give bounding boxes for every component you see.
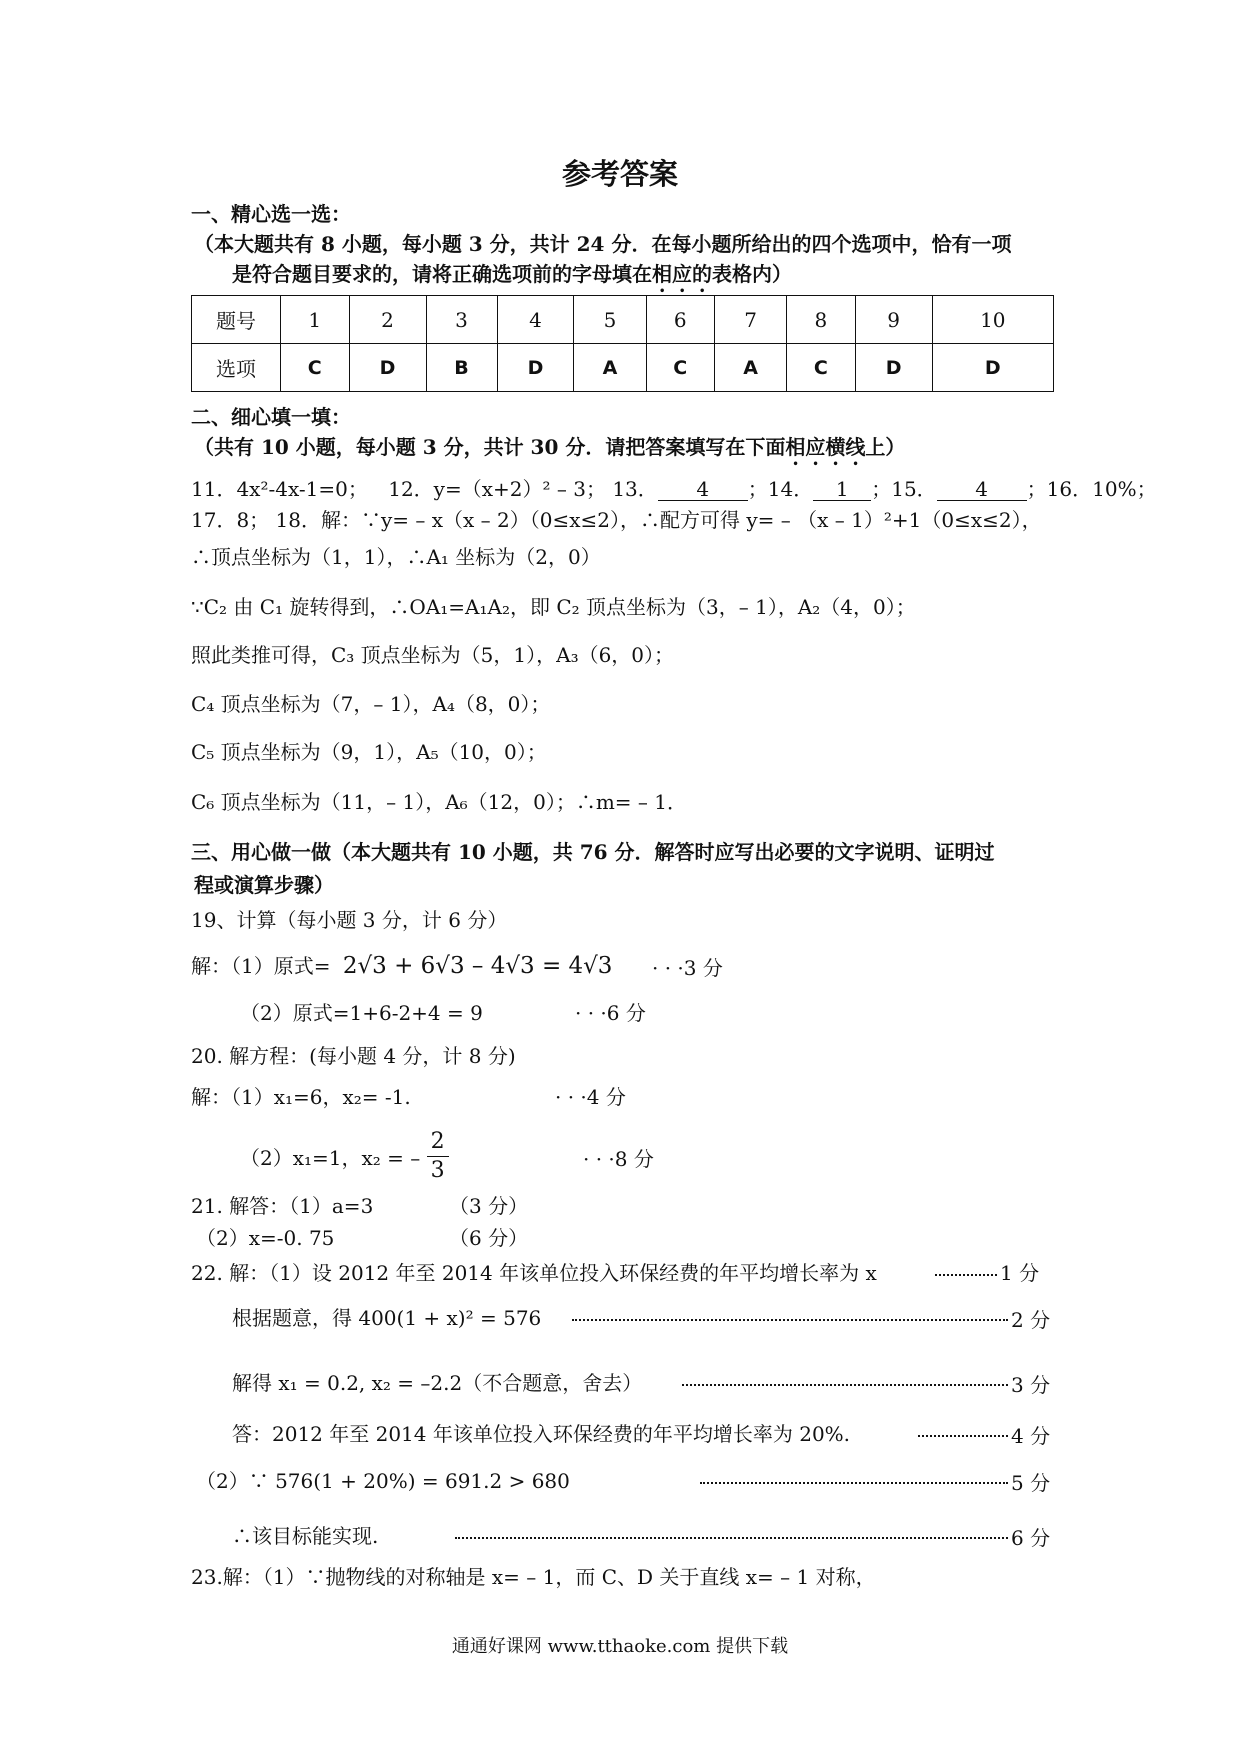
solution-line: ∵C₂ 由 C₁ 旋转得到，∴OA₁=A₁A₂，即 C₂ 顶点坐标为（3，– 1），A₂（4，0）； xyxy=(191,595,916,619)
table-cell: 8 xyxy=(787,296,856,344)
leader-dots xyxy=(455,1537,1008,1539)
table-cell: C xyxy=(281,344,350,392)
fraction-two-thirds: $\frac{2}{3}$ xyxy=(427,1128,449,1185)
table-cell: 1 xyxy=(281,296,350,344)
q23-line1: 23.解：（1）∵抛物线的对称轴是 x= – 1，而 C、D 关于直线 x= – 1 对称， xyxy=(191,1565,876,1589)
solution-line: C₆ 顶点坐标为（11，– 1），A₆（12，0）；∴m= – 1． xyxy=(191,790,688,814)
q19-expression: 2√3 + 6√3 – 4√3 = 4√3 xyxy=(342,953,613,979)
table-cell: 10 xyxy=(932,296,1053,344)
solution-line: C₄ 顶点坐标为（7，– 1），A₄（8，0）； xyxy=(191,692,551,716)
table-cell: C xyxy=(646,344,715,392)
q21-part2: （2）x=-0. 75 xyxy=(196,1226,335,1250)
answer-16: ；16．10%； xyxy=(1026,477,1157,501)
answers-17-18: 17．8； 18．解：∵y= – x（x – 2）（0≤x≤2），∴配方可得 y= – （x – 1）²+1（0≤x≤2）， xyxy=(191,508,1042,532)
leader-dots xyxy=(682,1384,1008,1386)
table-cell: A xyxy=(715,344,787,392)
answer-table xyxy=(191,295,1054,392)
answer-14-blank: 1 xyxy=(813,478,871,501)
section2-instruction: （共有 10 小题，每小题 3 分，共计 30 分．请把答案填写在下面相应横线上） xyxy=(194,435,906,459)
q19-title: 19、计算（每小题 3 分，计 6 分） xyxy=(191,908,508,932)
q21-part2-score: （6 分） xyxy=(449,1226,529,1250)
q22-score-4: 4 分 xyxy=(1011,1424,1051,1448)
section1-heading: 一、精心选一选： xyxy=(191,202,351,226)
q19-part1: 解：（1）原式= 2√3 + 6√3 – 4√3 = 4√3 xyxy=(191,953,613,979)
q19-part2: （2）原式=1+6-2+4 = 9 xyxy=(240,1001,483,1025)
q20-part2: （2）x₁=1，x₂ = – $\frac{2}{3}$ xyxy=(240,1128,449,1185)
q20-part1-score: · · ·4 分 xyxy=(555,1085,626,1109)
answer-11: 11．4x²-4x-1=0； xyxy=(191,477,368,501)
table-cell: D xyxy=(932,344,1053,392)
solution-line: ∴顶点坐标为（1，1），∴A₁ 坐标为（2，0） xyxy=(191,545,601,569)
table-cell: 7 xyxy=(715,296,787,344)
q22-line2: 根据题意，得 400(1 + x)² = 576 xyxy=(232,1306,542,1330)
table-cell: 9 xyxy=(855,296,932,344)
q20-part2-score: · · ·8 分 xyxy=(583,1147,654,1171)
q20-title: 20. 解方程：(每小题 4 分，计 8 分) xyxy=(191,1044,516,1068)
q22-line4: 答：2012 年至 2014 年该单位投入环保经费的年平均增长率为 20%. xyxy=(232,1422,851,1446)
answer-12: 12．y=（x+2）² – 3； xyxy=(388,477,606,501)
q22-score-5: 5 分 xyxy=(1011,1471,1051,1495)
q22-line6: ∴该目标能实现. xyxy=(232,1524,379,1548)
section1-instruction-1: （本大题共有 8 小题，每小题 3 分，共计 24 分．在每小题所给出的四个选项中，恰有一项 xyxy=(194,232,1012,256)
table-row-label: 选项 xyxy=(192,344,281,392)
table-cell: C xyxy=(787,344,856,392)
table-cell: D xyxy=(497,344,574,392)
q22-score-3: 3 分 xyxy=(1011,1373,1051,1397)
q22-line1: 22. 解：（1）设 2012 年至 2014 年该单位投入环保经费的年平均增长率为 x xyxy=(191,1261,877,1285)
section3-heading-1: 三、用心做一做（本大题共有 10 小题，共 76 分．解答时应写出必要的文字说明、证明过 xyxy=(191,840,995,864)
q21-part1: 21. 解答：（1）a=3 xyxy=(191,1194,374,1218)
table-cell: 6 xyxy=(646,296,715,344)
solution-line: 照此类推可得，C₃ 顶点坐标为（5，1），A₃（6，0）； xyxy=(191,643,675,667)
table-cell: 2 xyxy=(349,296,426,344)
q22-line5: （2）∵ 576(1 + 20%) = 691.2 > 680 xyxy=(196,1469,570,1493)
solution-line: C₅ 顶点坐标为（9，1），A₅（10，0）； xyxy=(191,740,547,764)
q20-part1: 解：（1）x₁=6，x₂= -1. xyxy=(191,1085,411,1109)
leader-dots xyxy=(700,1482,1008,1484)
q21-part1-score: （3 分） xyxy=(449,1194,529,1218)
q19-part2-score: · · ·6 分 xyxy=(575,1001,646,1025)
table-cell: D xyxy=(855,344,932,392)
section1-instruction-2: 是符合题目要求的，请将正确选项前的字母填在相应的表格内） xyxy=(232,262,792,286)
table-cell: A xyxy=(574,344,646,392)
q22-score-2: 2 分 xyxy=(1011,1308,1051,1332)
table-cell: 4 xyxy=(497,296,574,344)
q22-score-1: 1 分 xyxy=(1000,1261,1040,1285)
answer-13-blank: 4 xyxy=(658,478,748,501)
table-row-label: 题号 xyxy=(192,296,281,344)
table-cell: D xyxy=(349,344,426,392)
table-cell: 3 xyxy=(426,296,497,344)
page-title: 参考答案 xyxy=(561,157,678,191)
footer: 通通好课网 www.tthaoke.com 提供下载 xyxy=(451,1636,789,1657)
table-cell: B xyxy=(426,344,497,392)
q22-score-6: 6 分 xyxy=(1011,1526,1051,1550)
q19-part1-score: · · ·3 分 xyxy=(652,956,723,980)
answers-11-16: 11．4x²-4x-1=0； 12．y=（x+2）² – 3； 13． 4 ；14． 1 ；15． 4 ；16．10%； xyxy=(191,477,1157,501)
table-cell: 5 xyxy=(574,296,646,344)
section2-heading: 二、细心填一填： xyxy=(191,405,351,429)
answer-15-blank: 4 xyxy=(937,478,1027,501)
q22-line3: 解得 x₁ = 0.2, x₂ = –2.2（不合题意，舍去） xyxy=(232,1371,643,1395)
section3-heading-2: 程或演算步骤） xyxy=(194,873,334,897)
leader-dots xyxy=(572,1319,1008,1321)
leader-dots xyxy=(918,1435,1008,1437)
leader-dots xyxy=(935,1274,997,1276)
